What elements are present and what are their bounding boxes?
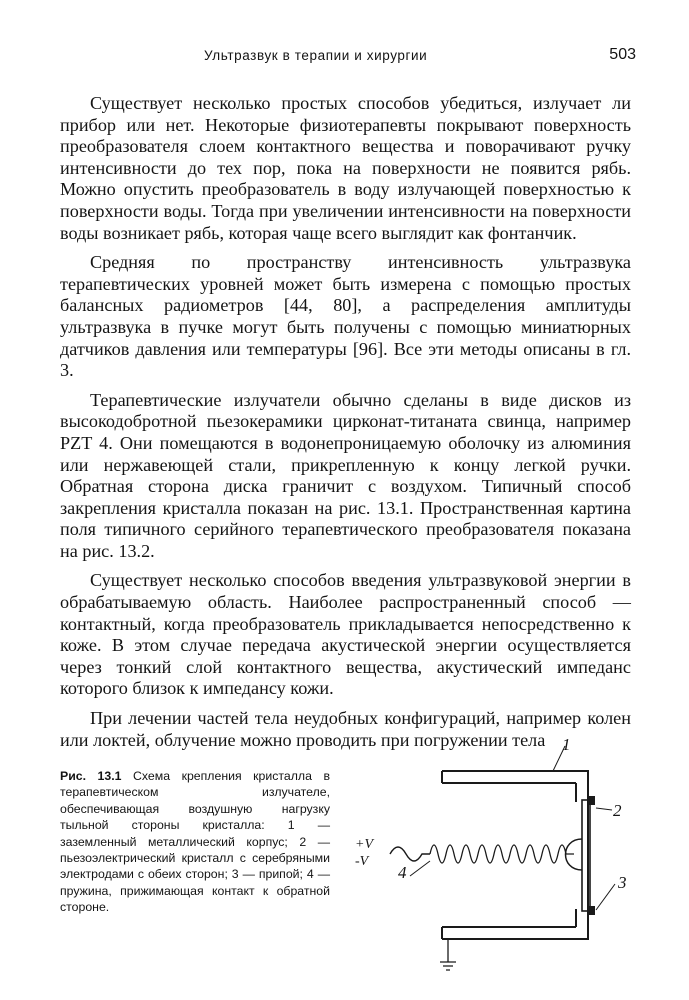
label-4: 4 [398,863,407,882]
paragraph: При лечении частей тела неудобных конфигураций, например колен или локтей, облучение можно проводить при погружении тела [60,708,631,750]
minus-v-label: -V [355,854,369,869]
ac-source-symbol [390,847,430,861]
ground-symbol [440,939,456,970]
paragraph: Терапевтические излучатели обычно сделаны в виде дисков из высокодобротной пьезокерамики цирконат-титаната свинца, например PZT 4. Они помещаются в водонепроницаемую оболочку из алюминия или нержавеющей стали, прикрепленную к концу легкой ручки. Обратная сторона диска граничит с воздухом. Типичный способ закрепления кристалла показан на рис. 13.1. Пространственная картина поля типичного серийного терапевтического преобразователя показана на рис. 13.2. [60,389,631,561]
label-3: 3 [618,873,627,892]
running-title: Ультразвук в терапии и хирургии [204,48,428,63]
figure-13-1 [0,736,689,986]
figure-caption [60,768,330,916]
caption-label: Рис. 13.1 [60,769,122,783]
paragraph: Средняя по пространству интенсивность ультразвука терапевтических уровней может быть измерена с помощью простых балансных радиометров [44, 80], а распределения амплитуды ультразвука в пучке могут быть получены с помощью миниатюрных датчиков давления или температуры [96]. Все эти методы описаны в гл. 3. [60,252,631,381]
page-number: 503 [609,46,636,63]
solder-bottom [588,906,595,915]
label-1: 1 [562,736,571,754]
paragraph: Существует несколько способов введения ультразвуковой энергии в обрабатываемую область. Наиболее распространенный способ — контактный, когда преобразователь прикладывается непосредственно к коже. В этом случае передача акустической энергии осуществляется через тонкий слой контактного вещества, акустический импеданс которого близок к импедансу кожи. [60,570,631,699]
transducer-diagram [350,736,650,981]
body-text [60,93,631,759]
spring [430,845,574,863]
plus-v-label: +V [355,837,373,852]
caption-text: Схема крепления кристалла в терапевтическом излучателе, обеспечивающая воздушную нагрузку тыльной стороны кристалла: 1 — заземленный металлический корпус; 2 — пьезоэлектрический кристалл с серебряными электродами с обеих сторон; 3 — припой; 4 — пружина, прижимающая контакт к обратной стороне. [60,769,330,915]
label-2: 2 [613,801,622,820]
paragraph: Существует несколько простых способов убедиться, излучает ли прибор или нет. Некоторые физиотерапевты покрывают поверхность преобразователя слоем контактного вещества и поворачивают ручку интенсивности до тех пор, пока на поверхности не появится рябь. Можно опустить преобразователь в воду излучающей поверхностью к поверхности воды. Тогда при увеличении интенсивности на поверхности воды возникает рябь, которая чаще всего выглядит как фонтанчик. [60,93,631,243]
page-header [60,44,636,70]
solder-top [588,796,595,805]
